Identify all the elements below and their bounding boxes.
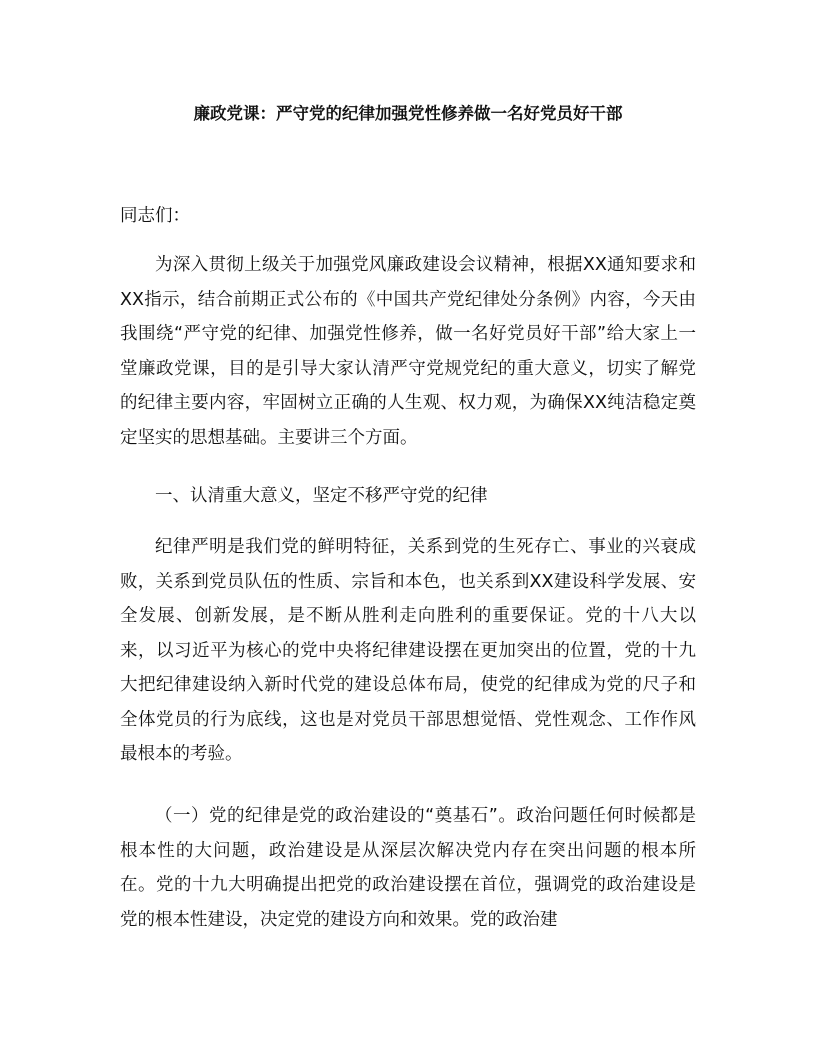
subsection-1-paragraph: （一）党的纪律是党的政治建设的“奠基石”。政治问题任何时候都是根本性的大问题，政治建设是从深层次解决党内存在突出问题的根本所在。党的十九大明确提出把党的政治建设摆在首位，强调党的政治建设是党的根本性建设，决定党的建设方向和效果。党的政治建 [120,806,696,930]
salutation: 同志们： [120,206,190,226]
document-title: 廉政党课：严守党的纪律加强党性修养做一名好党员好干部 [193,104,623,123]
section-1-paragraph: 纪律严明是我们党的鲜明特征，关系到党的生死存亡、事业的兴衰成败，关系到党员队伍的性质、宗旨和本色，也关系到XX建设科学发展、安全发展、创新发展，是不断从胜利走向胜利的重要保证。党的十八大以来，以习近平为核心的党中央将纪律建设摆在更加突出的位置，党的十九大把纪律建设纳入新时代党的建设总体布局，使党的纪律成为党的尺子和全体党员的行为底线，这也是对党员干部思想觉悟、党性观念、工作作风最根本的考验。 [120,537,696,764]
section-heading-1: 一、认清重大意义，坚定不移严守党的纪律 [155,486,488,506]
intro-paragraph: 为深入贯彻上级关于加强党风廉政建设会议精神，根据XX通知要求和XX指示，结合前期正式公布的《中国共产党纪律处分条例》内容，今天由我围绕“严守党的纪律、加强党性修养，做一名好党员好干部”给大家上一堂廉政党课，目的是引导大家认清严守党规党纪的重大意义，切实了解党的纪律主要内容，牢固树立正确的人生观、权力观，为确保XX纯洁稳定奠定坚实的思想基础。主要讲三个方面。 [120,255,696,448]
